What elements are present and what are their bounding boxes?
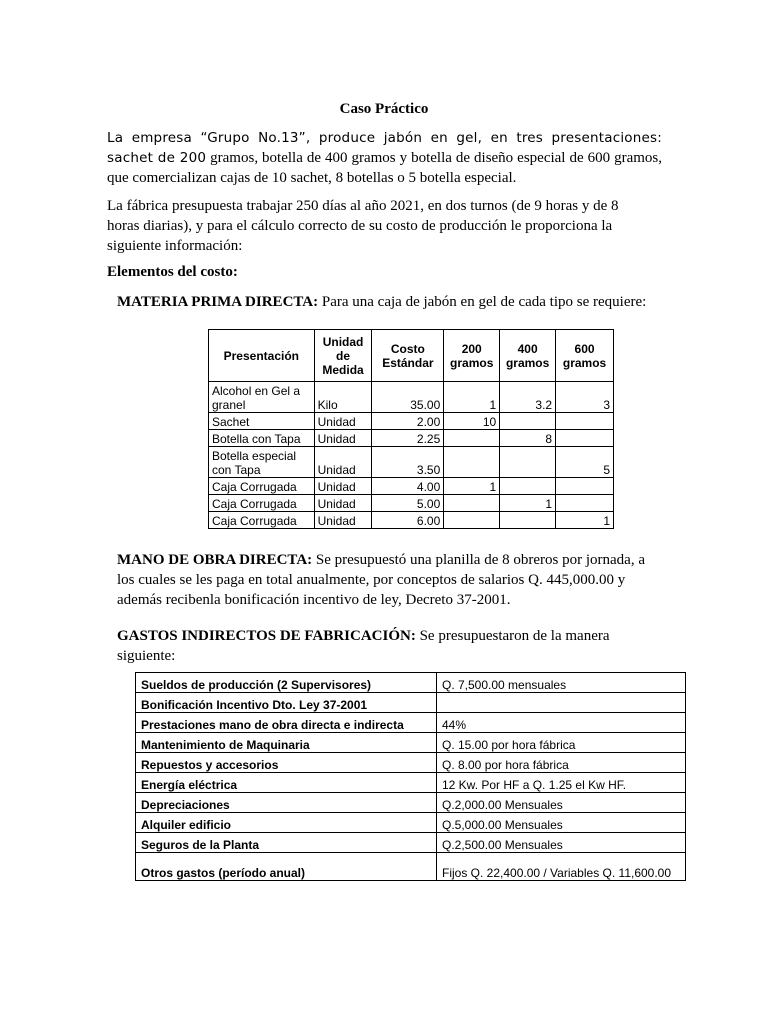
table-row xyxy=(209,495,614,512)
overhead-value: 44% xyxy=(437,713,686,733)
header-cell: Presentación xyxy=(209,330,315,382)
overhead-label: Otros gastos (período anual) xyxy=(136,853,437,881)
overhead-label: Repuestos y accesorios xyxy=(136,753,437,773)
table-cell: Botella especial con Tapa xyxy=(209,447,315,478)
table-cell: 3 xyxy=(556,382,614,413)
table-cell: Unidad xyxy=(314,430,372,447)
budget-paragraph: La fábrica presupuesta trabajar 250 días al año 2021, en dos turnos (de 9 horas y de 8 horas diarias), y para el cálculo correcto de su costo de producción le proporciona la siguiente información: xyxy=(107,198,619,254)
overhead-value: Q.5,000.00 Mensuales xyxy=(437,813,686,833)
table-row xyxy=(136,813,686,833)
table-row xyxy=(136,673,686,693)
table-row xyxy=(136,733,686,753)
table-cell: Botella con Tapa xyxy=(209,430,315,447)
overhead-value: Fijos Q. 22,400.00 / Variables Q. 11,600.00 xyxy=(437,853,686,881)
materials-table xyxy=(208,329,614,529)
table-cell: 5.00 xyxy=(372,495,444,512)
overhead-value: Q. 15.00 por hora fábrica xyxy=(437,733,686,753)
table-row xyxy=(209,382,614,413)
overhead-value: Q. 7,500.00 mensuales xyxy=(437,673,686,693)
mpd-paragraph xyxy=(117,294,646,311)
table-cell xyxy=(500,512,556,529)
header-cell: Unidad de Medida xyxy=(314,330,372,382)
table-cell: 5 xyxy=(556,447,614,478)
table-cell: Caja Corrugada xyxy=(209,495,315,512)
table-row xyxy=(136,713,686,733)
table-cell xyxy=(444,430,500,447)
table-cell: Unidad xyxy=(314,447,372,478)
table-cell: 6.00 xyxy=(372,512,444,529)
header-cell: Costo Estándar xyxy=(372,330,444,382)
table-cell: 1 xyxy=(500,495,556,512)
table-cell: 1 xyxy=(444,382,500,413)
table-cell xyxy=(556,478,614,495)
table-cell: Caja Corrugada xyxy=(209,512,315,529)
table-cell: Unidad xyxy=(314,512,372,529)
table-cell xyxy=(500,478,556,495)
table-cell: 2.25 xyxy=(372,430,444,447)
overhead-label: Alquiler edificio xyxy=(136,813,437,833)
page-title: Caso Práctico xyxy=(339,101,429,117)
table-cell: Unidad xyxy=(314,478,372,495)
overhead-value xyxy=(437,693,686,713)
table-row xyxy=(136,793,686,813)
table-cell: 2.00 xyxy=(372,413,444,430)
materials-header-row xyxy=(209,330,614,382)
table-cell: 3.2 xyxy=(500,382,556,413)
header-cell: 600 gramos xyxy=(556,330,614,382)
table-row xyxy=(209,447,614,478)
mod-label: MANO DE OBRA DIRECTA: xyxy=(117,552,313,568)
gif-paragraph xyxy=(117,626,662,666)
table-row xyxy=(209,478,614,495)
table-cell: Unidad xyxy=(314,495,372,512)
intro-text: gramos, botella de 400 gramos y botella de diseño especial de 600 gramos, que comercializan cajas de 10 sachet, 8 botellas o 5 botella especial. xyxy=(107,150,662,186)
table-cell xyxy=(444,495,500,512)
table-cell: Caja Corrugada xyxy=(209,478,315,495)
table-row xyxy=(209,512,614,529)
header-cell: 400 gramos xyxy=(500,330,556,382)
overhead-label: Bonificación Incentivo Dto. Ley 37-2001 xyxy=(136,693,437,713)
table-cell: 35.00 xyxy=(372,382,444,413)
table-cell: Alcohol en Gel a granel xyxy=(209,382,315,413)
overhead-label: Sueldos de producción (2 Supervisores) xyxy=(136,673,437,693)
table-cell: Kilo xyxy=(314,382,372,413)
overhead-label: Seguros de la Planta xyxy=(136,833,437,853)
table-cell xyxy=(500,447,556,478)
table-cell xyxy=(444,447,500,478)
header-cell: 200 gramos xyxy=(444,330,500,382)
table-cell: 3.50 xyxy=(372,447,444,478)
table-cell: 1 xyxy=(444,478,500,495)
table-row xyxy=(136,773,686,793)
overhead-value: Q. 8.00 por hora fábrica xyxy=(437,753,686,773)
table-cell: 1 xyxy=(556,512,614,529)
table-cell: Sachet xyxy=(209,413,315,430)
table-row xyxy=(209,413,614,430)
mod-paragraph xyxy=(117,550,662,610)
table-cell xyxy=(556,413,614,430)
table-row xyxy=(209,430,614,447)
overhead-label: Energía eléctrica xyxy=(136,773,437,793)
intro-paragraph xyxy=(107,128,662,188)
overhead-label: Depreciaciones xyxy=(136,793,437,813)
mpd-text: Para una caja de jabón en gel de cada tipo se requiere: xyxy=(318,294,647,310)
cost-elements-heading: Elementos del costo: xyxy=(107,264,238,280)
overhead-label: Prestaciones mano de obra directa e indirecta xyxy=(136,713,437,733)
table-cell: 8 xyxy=(500,430,556,447)
table-cell: 10 xyxy=(444,413,500,430)
overhead-value: Q.2,500.00 Mensuales xyxy=(437,833,686,853)
gif-label: GASTOS INDIRECTOS DE FABRICACIÓN: xyxy=(117,628,416,644)
overhead-value: 12 Kw. Por HF a Q. 1.25 el Kw HF. xyxy=(437,773,686,793)
table-cell: 4.00 xyxy=(372,478,444,495)
table-cell xyxy=(500,413,556,430)
intro-script-text: La empresa “Grupo No.13”, produce jabón en gel, en tres presentaciones: sachet de 200 xyxy=(107,130,662,166)
mod-text: Se presupuestó una planilla de 8 obreros por jornada, a los cuales se les paga en total anualmente, por conceptos de salarios Q. 445,000.00 y además recibenla bonificación incentivo de ley, Decreto 37-2001. xyxy=(117,552,645,608)
overhead-label: Mantenimiento de Maquinaria xyxy=(136,733,437,753)
table-row xyxy=(136,693,686,713)
table-row xyxy=(136,833,686,853)
mpd-label: MATERIA PRIMA DIRECTA: xyxy=(117,294,319,310)
table-cell xyxy=(444,512,500,529)
overhead-table xyxy=(135,672,686,881)
table-cell xyxy=(556,430,614,447)
table-cell xyxy=(556,495,614,512)
table-row xyxy=(136,753,686,773)
table-row xyxy=(136,853,686,881)
gif-text: Se presupuestaron de la manera siguiente: xyxy=(117,628,610,664)
table-cell: Unidad xyxy=(314,413,372,430)
overhead-value: Q.2,000.00 Mensuales xyxy=(437,793,686,813)
